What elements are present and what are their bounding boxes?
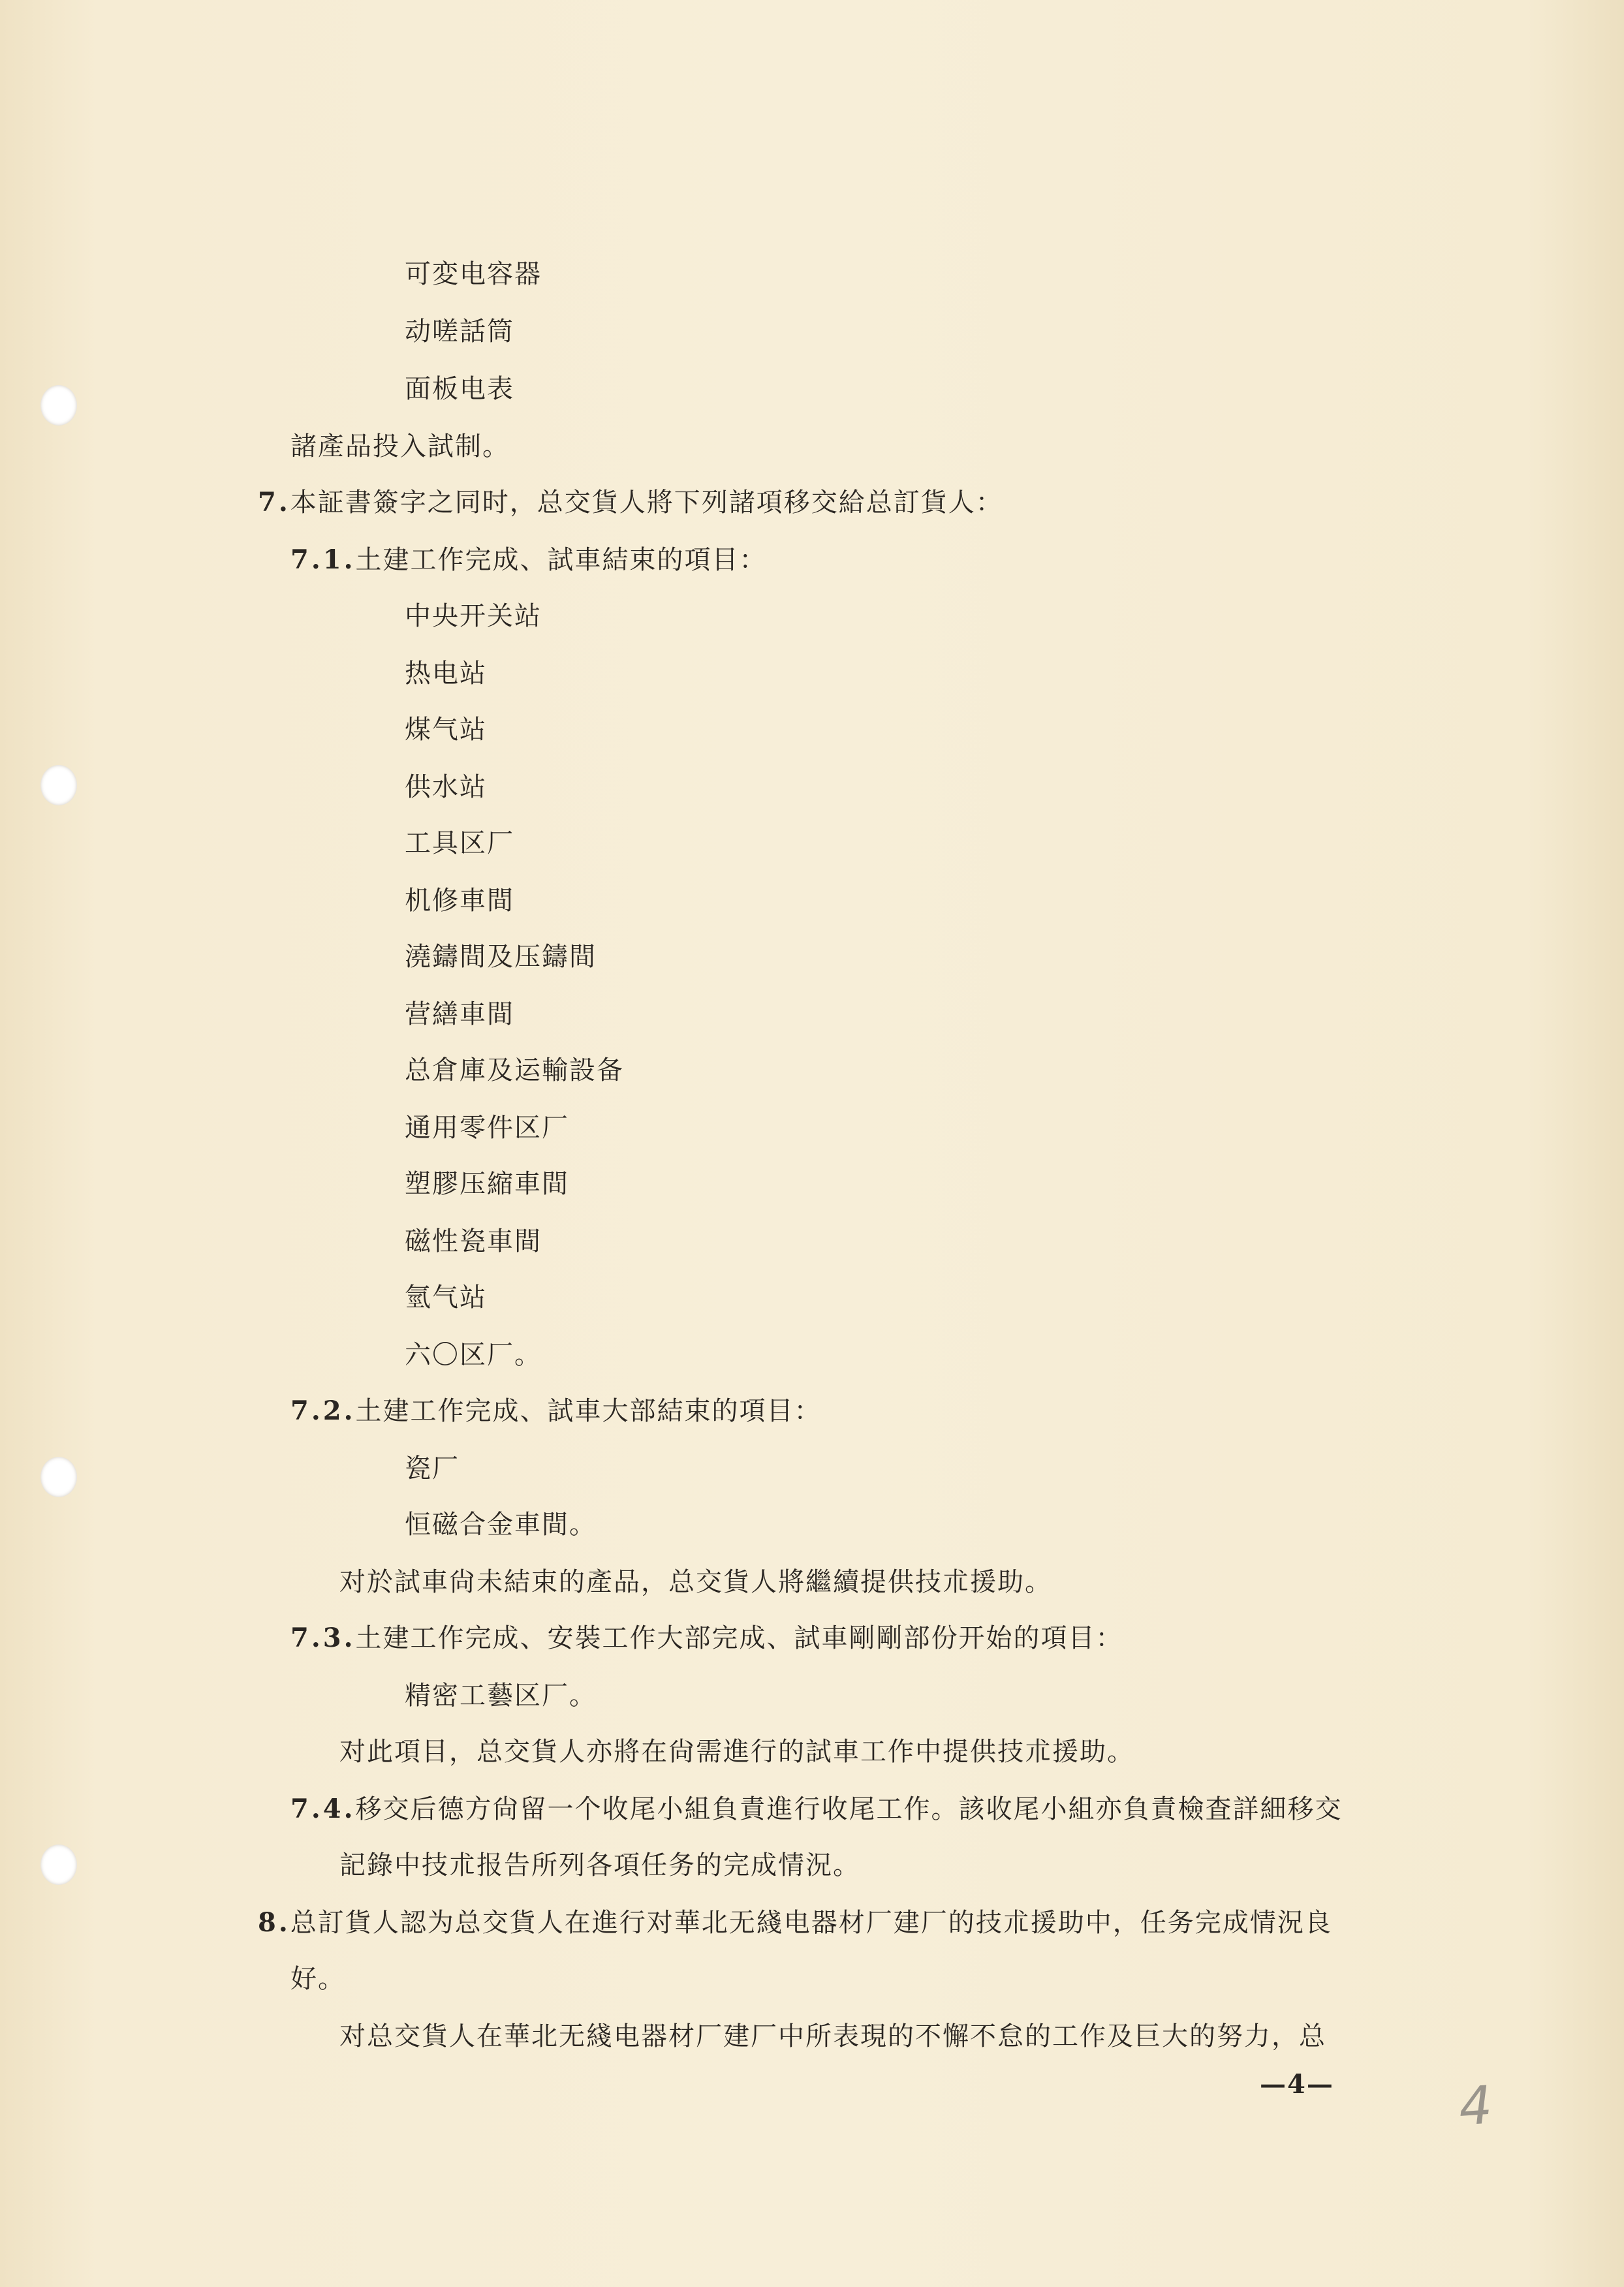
list-item: 通用零件区厂 (405, 1113, 569, 1143)
list-item: 热电站 (405, 659, 487, 689)
list-item: 精密工藝区厂。 (405, 1681, 597, 1711)
paragraph-line: 对总交貨人在華北无綫电器材厂建厂中所表現的不懈不怠的工作及巨大的努力，总 (339, 2021, 1326, 2051)
handwritten-page-number: 4 (1456, 2074, 1495, 2138)
clause-7-3: 7.3.土建工作完成、安裝工作大部完成、試車剛剛部份开始的項目： (290, 1623, 1123, 1653)
list-item: 营繕車間 (405, 999, 514, 1029)
punch-hole (40, 385, 77, 426)
punch-hole (40, 1844, 77, 1885)
clause-7-2: 7.2.土建工作完成、試車大部結束的項目： (290, 1395, 822, 1426)
list-item: 可変电容器 (405, 259, 542, 289)
paragraph-line: 諸產品投入試制。 (290, 431, 510, 461)
punch-hole (40, 1457, 77, 1497)
paragraph-line: 好。 (290, 1964, 345, 1994)
list-item: 澆鑄間及压鑄間 (405, 942, 597, 972)
punch-hole (40, 765, 77, 805)
paragraph-line: 对於試車尙未結束的產品，总交貨人將繼續提供技朮援助。 (339, 1567, 1052, 1597)
list-item: 总倉庫及运輸設备 (405, 1055, 624, 1085)
page-number: —4— (1260, 2069, 1334, 2100)
list-item: 氫气站 (405, 1283, 487, 1313)
paragraph-line: 記錄中技朮报告所列各項任务的完成情況。 (339, 1850, 860, 1880)
list-item: 恒磁合金車間。 (405, 1510, 597, 1540)
list-item: 供水站 (405, 772, 487, 802)
list-item: 磁性瓷車間 (405, 1226, 542, 1256)
list-item: 煤气站 (405, 715, 487, 745)
paragraph-line: 对此項目，总交貨人亦將在尙需進行的試車工作中提供技朮援助。 (339, 1737, 1134, 1767)
list-item: 中央开关站 (405, 601, 542, 631)
clause-7-4: 7.4.移交后德方尙留一个收尾小組負責進行收尾工作。該收尾小組亦負責檢査詳細移交 (290, 1794, 1343, 1824)
list-item: 动嗟話筒 (405, 317, 514, 347)
clause-7: 7.本証書簽字之同时，总交貨人將下列諸項移交給总訂貨人： (258, 487, 1003, 518)
list-item: 面板电表 (405, 374, 514, 404)
clause-8: 8.总訂貨人認为总交貨人在進行对華北无綫电器材厂建厂的技朮援助中，任务完成情況良 (258, 1907, 1332, 1938)
list-item: 六〇区厂。 (405, 1340, 542, 1370)
list-item: 机修車間 (405, 886, 514, 916)
list-item: 瓷厂 (405, 1454, 460, 1484)
clause-7-1: 7.1.土建工作完成、試車結束的項目： (290, 544, 767, 575)
list-item: 塑膠压縮車間 (405, 1169, 569, 1199)
list-item: 工具区厂 (405, 828, 514, 858)
